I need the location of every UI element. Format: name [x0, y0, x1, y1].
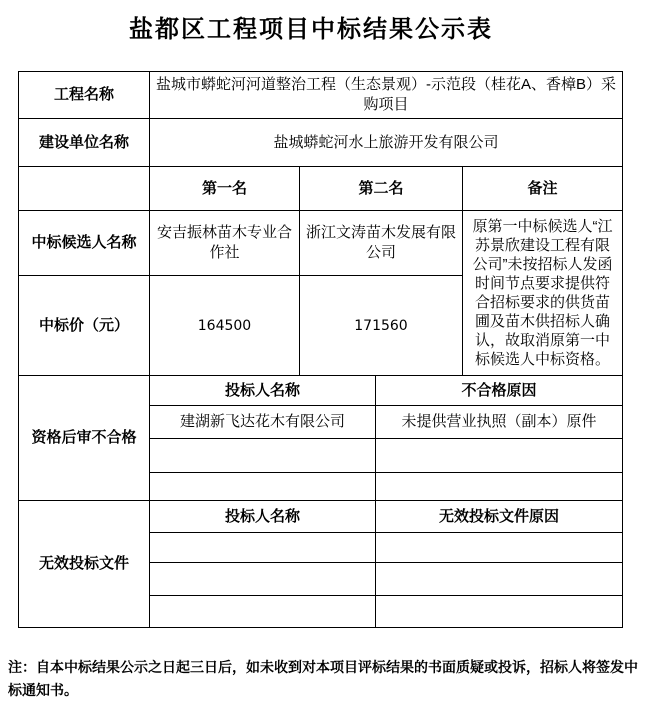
- invalid-bidder-name: [150, 596, 376, 628]
- invalid-bidder-name: [150, 563, 376, 596]
- table-row: [19, 119, 623, 167]
- rank2-candidate-name: 浙江文涛苗木发展有限公司: [300, 211, 463, 276]
- invalid-bidder-name: [150, 533, 376, 563]
- table-row: [19, 501, 623, 533]
- footer-note: 注：自本中标结果公示之日起三日后，如未收到对本项目评标结果的书面质疑或投诉，招标人将签发中标通知书。: [8, 659, 638, 698]
- table-row: [19, 72, 623, 119]
- table-row: [19, 167, 623, 211]
- rejection-reason: [376, 439, 623, 473]
- table-row: [19, 211, 623, 276]
- invalid-bid-section-label: 无效投标文件: [19, 501, 150, 628]
- invalid-bid-table: [18, 500, 623, 628]
- page-title: 盐都区工程项目中标结果公示表: [129, 16, 493, 43]
- owner-name-label: 建设单位名称: [19, 119, 150, 167]
- project-name-value: 盐城市蟒蛇河河道整治工程（生态景观）-示范段（桂花A、香樟B）采购项目: [150, 72, 623, 119]
- bidder-name-header: 投标人名称: [150, 376, 376, 406]
- rejected-bidder-name: 建湖新飞达花木有限公司: [150, 406, 376, 439]
- remark-header: 备注: [463, 167, 623, 211]
- project-name-label: 工程名称: [19, 72, 150, 119]
- table-row: [19, 376, 623, 406]
- rejected-bidder-name: [150, 439, 376, 473]
- rejection-reason: 未提供营业执照（副本）原件: [376, 406, 623, 439]
- invalid-reason: [376, 563, 623, 596]
- invalid-reason: [376, 596, 623, 628]
- rank1-candidate-name: 安吉振林苗木专业合作社: [150, 211, 300, 276]
- rank1-header: 第一名: [150, 167, 300, 211]
- results-table: [18, 71, 622, 628]
- rank2-header: 第二名: [300, 167, 463, 211]
- announcement-page: [0, 16, 650, 702]
- rejection-reason: [376, 473, 623, 501]
- rejected-bidder-name: [150, 473, 376, 501]
- candidate-name-label: 中标候选人名称: [19, 211, 150, 276]
- project-candidates-table: [18, 71, 623, 376]
- invalid-reason: [376, 533, 623, 563]
- bidder-name-header: 投标人名称: [150, 501, 376, 533]
- remark-text: 原第一中标候选人“江苏景欣建设工程有限公司”未按招标人发函时间节点要求提供符合招标要求的供货苗圃及苗木供招标人确认，故取消原第一中标候选人中标资格。: [463, 211, 623, 376]
- invalid-reason-header: 无效投标文件原因: [376, 501, 623, 533]
- rejection-reason-header: 不合格原因: [376, 376, 623, 406]
- empty-cell: [19, 167, 150, 211]
- winning-price-label: 中标价（元）: [19, 276, 150, 376]
- owner-name-value: 盐城蟒蛇河水上旅游开发有限公司: [150, 119, 623, 167]
- qualification-section-label: 资格后审不合格: [19, 376, 150, 501]
- qualification-rejected-table: [18, 375, 623, 501]
- rank1-price: 164500: [150, 276, 300, 376]
- rank2-price: 171560: [300, 276, 463, 376]
